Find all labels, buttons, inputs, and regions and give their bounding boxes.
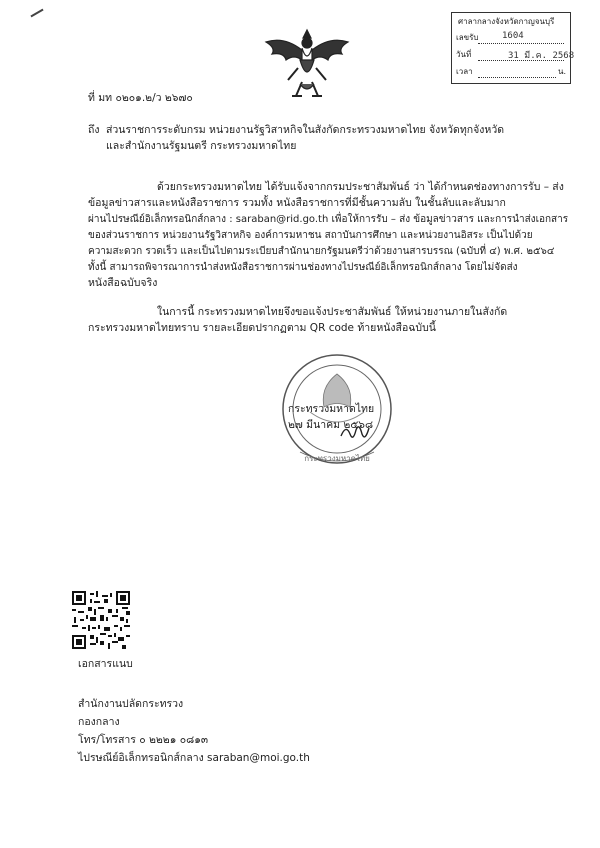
body-p1-line-2: ข้อมูลข่าวสารและหนังสือราชการ รวมทั้ง หนังสือราชการที่มีชั้นความลับ ในชั้นลับและลับมาก [88,197,506,209]
garuda-emblem-icon [262,24,352,102]
footer-division: กองกลาง [78,716,120,728]
footer-office: สำนักงานปลัดกระทรวง [78,698,184,710]
footer-email[interactable]: ไปรษณีย์อิเล็กทรอนิกส์กลาง saraban@moi.go.th [78,752,310,764]
stamp-date-label: วันที่ [456,50,472,59]
body-p1-line-1: ด้วยกระทรวงมหาดไทย ได้รับแจ้งจากกรมประชาสัมพันธ์ ว่า ได้กำหนดช่องทางการรับ – ส่ง [157,181,564,193]
body-p1-line-6: ทั้งนี้ สามารถพิจารณาการนำส่งหนังสือราชการผ่านช่องทางไปรษณีย์อิเล็กทรอนิกส์กลาง โดยไม่จัดส่ง [88,262,518,273]
doc-number: ที่ มท ๐๒๐๑.๒/ว ๒๖๗๐ [88,92,193,104]
body-p2-line-1: ในการนี้ กระทรวงมหาดไทยจึงขอแจ้งประชาสัมพันธ์ ให้หน่วยงานภายในสังกัด [157,306,508,318]
handwritten-signature-icon [338,420,372,444]
seal-ring-text: กระทรวงมหาดไทย [304,454,370,463]
body-p1-line-4: ของส่วนราชการ หน่วยงานรัฐวิสาหกิจ องค์การมหาชน สถาบันการศึกษา และหน่วยงานอิสระ เป็นไปด้วย [88,230,533,241]
to-label: ถึง [88,124,100,136]
stamp-number-value: 1604 [502,31,524,41]
attachment-label: เอกสารแนบ [78,658,133,670]
qr-code-icon [72,591,130,649]
body-p1-line-3: ผ่านไปรษณีย์อิเล็กทรอนิกส์กลาง : saraban@rid.go.th เพื่อให้การรับ – ส่ง ข้อมูลข่าวสาร และการนำส่งเอกสาร [88,214,569,225]
body-p1-line-5: ความสะดวก รวดเร็ว และเป็นไปตามระเบียบสำนักนายกรัฐมนตรีว่าด้วยงานสารบรรณ (ฉบับที่ ๔) พ.ศ. ๒๕๖๔ [88,246,555,257]
signature-ministry: กระทรวงมหาดไทย [288,403,375,415]
stamp-number-label: เลขรับ [456,33,479,42]
to-line-2: และสำนักงานรัฐมนตรี กระทรวงมหาดไทย [106,140,297,152]
stamp-agency: ศาลากลางจังหวัดกาญจนบุรี [458,17,555,26]
to-line-1: ส่วนราชการระดับกรม หน่วยงานรัฐวิสาหกิจในสังกัดกระทรวงมหาดไทย จังหวัดทุกจังหวัด [106,124,505,136]
corner-mark [30,9,43,18]
stamp-date-value: 31 มี.ค. 2568 [508,51,575,61]
footer-phone: โทร/โทรสาร ๐ ๒๒๒๑ ๐๘๑๓ [78,734,209,746]
body-p1-line-7: หนังสือฉบับจริง [88,277,158,289]
signature-date: ๒๗ มีนาคม ๒๕๖๘ [288,419,374,431]
body-p2-line-2: กระทรวงมหาดไทยทราบ รายละเอียดปรากฏตาม QR code ท้ายหนังสือฉบับนี้ [88,322,436,334]
receipt-stamp [451,12,575,84]
stamp-time-label: เวลา [456,67,473,76]
stamp-time-suffix: น. [558,67,567,76]
